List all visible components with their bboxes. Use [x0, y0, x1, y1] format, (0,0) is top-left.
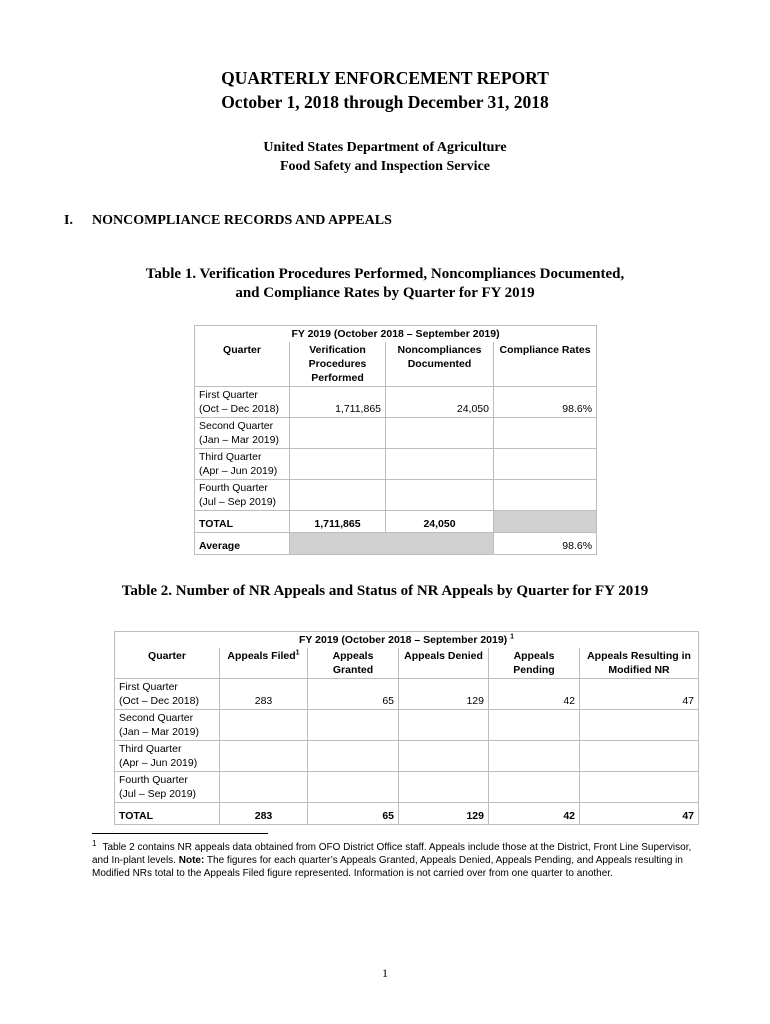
- table-row: [115, 710, 699, 741]
- total-procedures: 1,711,865: [290, 511, 386, 533]
- average-rate: 98.6%: [494, 533, 597, 555]
- procedures-cell: [290, 418, 386, 449]
- quarter-name: Third Quarter: [119, 743, 182, 755]
- table2-col-pending: Appeals Pending: [489, 648, 580, 679]
- procedures-cell: [290, 449, 386, 480]
- table-row: [115, 741, 699, 772]
- quarter-name: Third Quarter: [199, 451, 262, 463]
- footnote: [92, 838, 704, 880]
- table1-caption-line2: and Compliance Rates by Quarter for FY 2019: [235, 285, 535, 301]
- rate-cell: [494, 418, 597, 449]
- pending-cell: 42: [489, 679, 580, 710]
- total-rate-blank: [494, 511, 597, 533]
- table2-col-denied: Appeals Denied: [399, 648, 489, 679]
- procedures-cell: 1,711,865: [290, 387, 386, 418]
- pending-cell: [489, 772, 580, 803]
- granted-cell: [308, 741, 399, 772]
- total-filed: 283: [220, 803, 308, 825]
- table2-period-text: FY 2019 (October 2018 – September 2019): [299, 634, 508, 646]
- report-title-line1: QUARTERLY ENFORCEMENT REPORT: [221, 68, 549, 88]
- quarter-cell: [115, 710, 220, 741]
- table-row: [115, 772, 699, 803]
- filed-cell: [220, 772, 308, 803]
- quarter-range: (Apr – Jun 2019): [199, 465, 278, 477]
- footnote-rule: [92, 833, 268, 834]
- footnote-ref: 1: [510, 633, 515, 641]
- quarter-range: (Jul – Sep 2019): [199, 496, 277, 508]
- table2-period-row: [115, 632, 699, 649]
- average-label: Average: [195, 533, 290, 555]
- noncompliances-cell: [386, 449, 494, 480]
- denied-cell: [399, 741, 489, 772]
- table2-caption: Table 2. Number of NR Appeals and Status of NR Appeals by Quarter for FY 2019: [121, 583, 649, 599]
- total-label: TOTAL: [115, 803, 220, 825]
- table1: [194, 325, 597, 555]
- table1-total-row: [195, 511, 597, 533]
- denied-cell: 129: [399, 679, 489, 710]
- report-title-line2: October 1, 2018 through December 31, 2018: [221, 92, 549, 112]
- rate-cell: 98.6%: [494, 387, 597, 418]
- table-row: [195, 387, 597, 418]
- footnote-mark: 1: [92, 838, 97, 848]
- quarter-name: First Quarter: [119, 681, 178, 693]
- rate-cell: [494, 480, 597, 511]
- quarter-cell: [195, 480, 290, 511]
- table1-average-row: [195, 533, 597, 555]
- quarter-cell: [115, 679, 220, 710]
- total-noncompliances: 24,050: [386, 511, 494, 533]
- table2-col-filed: [220, 648, 308, 679]
- table2-col-filed-label: Appeals Filed: [227, 650, 296, 662]
- total-denied: 129: [399, 803, 489, 825]
- pending-cell: [489, 710, 580, 741]
- quarter-name: Second Quarter: [199, 420, 274, 432]
- modified-cell: [580, 741, 699, 772]
- total-label: TOTAL: [195, 511, 290, 533]
- quarter-name: Fourth Quarter: [199, 482, 268, 494]
- table-row: [195, 449, 597, 480]
- quarter-range: (Jul – Sep 2019): [119, 788, 197, 800]
- modified-cell: 47: [580, 679, 699, 710]
- granted-cell: [308, 710, 399, 741]
- quarter-range: (Jan – Mar 2019): [199, 434, 279, 446]
- table1-col-quarter: Quarter: [195, 342, 290, 387]
- table1-col-rates: Compliance Rates: [494, 342, 597, 387]
- table1-caption: [0, 265, 770, 303]
- quarter-cell: [115, 741, 220, 772]
- noncompliances-cell: [386, 480, 494, 511]
- table1-header-row: [195, 342, 597, 387]
- footnote-text-part1: Table 2 contains NR appeals data obtained from OFO District Office staff. Appeals include those at the District, Front Line Supervisor, and In-plant levels.: [92, 842, 692, 866]
- procedures-cell: [290, 480, 386, 511]
- denied-cell: [399, 772, 489, 803]
- agency-line2: Food Safety and Inspection Service: [280, 159, 490, 174]
- table-row: [195, 418, 597, 449]
- report-title: [0, 66, 770, 114]
- section-heading: NONCOMPLIANCE RECORDS AND APPEALS: [92, 213, 392, 228]
- table1-period-row: [195, 326, 597, 343]
- quarter-name: Fourth Quarter: [119, 774, 188, 786]
- table2-col-granted: Appeals Granted: [308, 648, 399, 679]
- table2-period-header: [115, 632, 699, 649]
- quarter-cell: [195, 387, 290, 418]
- quarter-range: (Oct – Dec 2018): [199, 403, 279, 415]
- noncompliances-cell: [386, 418, 494, 449]
- filed-cell: [220, 741, 308, 772]
- modified-cell: [580, 710, 699, 741]
- footnote-note-label: Note:: [178, 855, 205, 866]
- total-granted: 65: [308, 803, 399, 825]
- table1-caption-line1: Table 1. Verification Procedures Performed, Noncompliances Documented,: [145, 266, 625, 282]
- denied-cell: [399, 710, 489, 741]
- quarter-name: Second Quarter: [119, 712, 194, 724]
- quarter-range: (Jan – Mar 2019): [119, 726, 199, 738]
- quarter-cell: [195, 449, 290, 480]
- agency-line1: United States Department of Agriculture: [263, 140, 507, 155]
- page-number: 1: [382, 966, 388, 980]
- table2: [114, 631, 699, 825]
- agency-block: [0, 138, 770, 176]
- section-number: I.: [64, 213, 73, 228]
- granted-cell: 65: [308, 679, 399, 710]
- quarter-name: First Quarter: [199, 389, 258, 401]
- quarter-cell: [195, 418, 290, 449]
- pending-cell: [489, 741, 580, 772]
- quarter-range: (Oct – Dec 2018): [119, 695, 199, 707]
- table2-total-row: [115, 803, 699, 825]
- quarter-cell: [115, 772, 220, 803]
- footnote-text-part2: The figures for each quarter’s Appeals Granted, Appeals Denied, Appeals Pending, and Appeals resulting in Modified NRs total to the Appeals Filed figure represented. Information is not carried over from one quarter to another.: [92, 855, 683, 879]
- table1-col-noncompliances: Noncompliances Documented: [386, 342, 494, 387]
- rate-cell: [494, 449, 597, 480]
- table-row: [195, 480, 597, 511]
- footnote-ref: 1: [295, 649, 300, 657]
- table2-col-modified: Appeals Resulting in Modified NR: [580, 648, 699, 679]
- average-blank: [290, 533, 494, 555]
- noncompliances-cell: 24,050: [386, 387, 494, 418]
- table1-col-procedures: Verification Procedures Performed: [290, 342, 386, 387]
- total-pending: 42: [489, 803, 580, 825]
- table1-period-header: FY 2019 (October 2018 – September 2019): [195, 326, 597, 343]
- filed-cell: [220, 710, 308, 741]
- total-modified: 47: [580, 803, 699, 825]
- quarter-range: (Apr – Jun 2019): [119, 757, 198, 769]
- table2-header-row: [115, 648, 699, 679]
- granted-cell: [308, 772, 399, 803]
- table-row: [115, 679, 699, 710]
- filed-cell: 283: [220, 679, 308, 710]
- table2-col-quarter: Quarter: [115, 648, 220, 679]
- modified-cell: [580, 772, 699, 803]
